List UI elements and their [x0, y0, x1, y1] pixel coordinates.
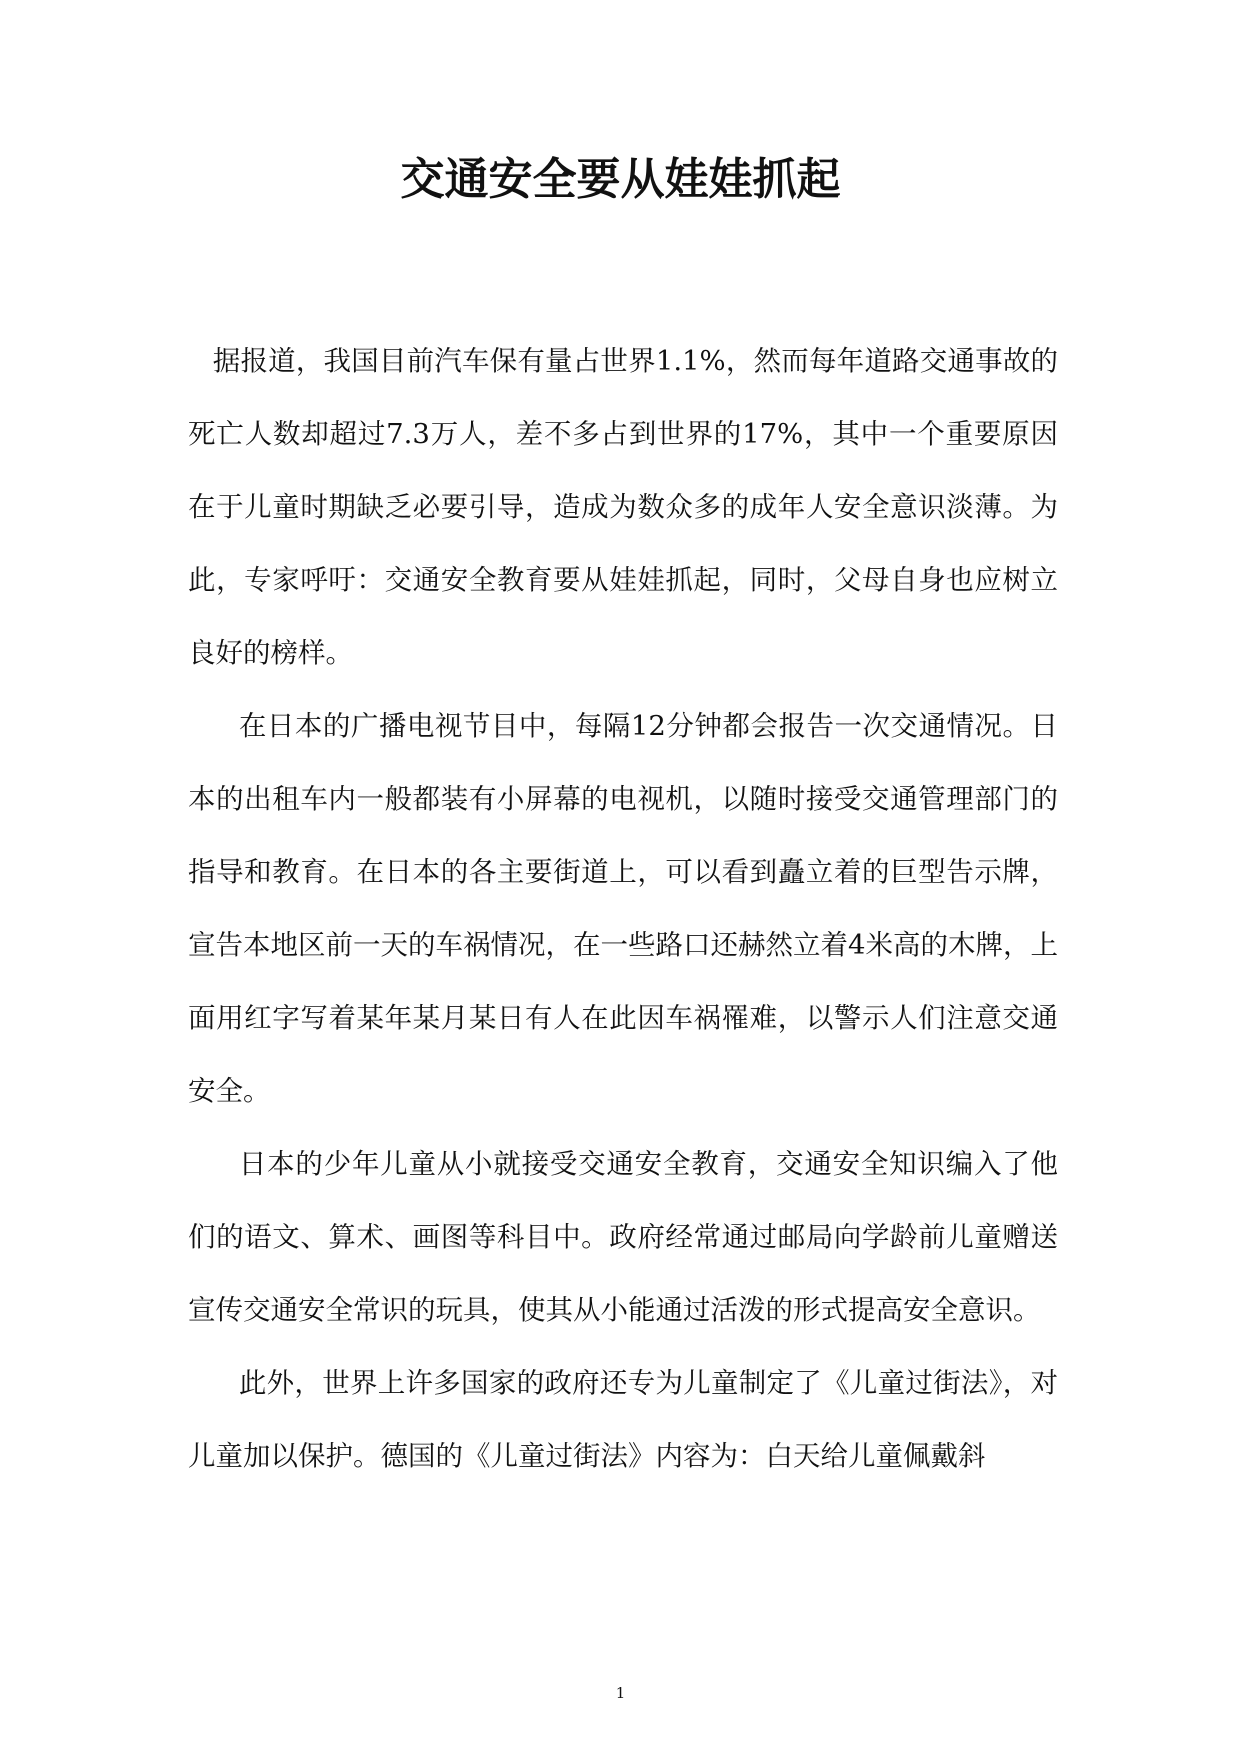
- document-title: 交通安全要从娃娃抓起: [400, 154, 841, 205]
- document-body: [188, 325, 1058, 1493]
- paragraph-3: 日本的少年儿童从小就接受交通安全教育，交通安全知识编入了他们的语文、算术、画图等科目中。政府经常通过邮局向学龄前儿童赠送宣传交通安全常识的玩具，使其从小能通过活泼的形式提高安全意识。: [188, 1148, 1058, 1326]
- page-number: 1: [615, 1684, 626, 1702]
- paragraph-4: 此外，世界上许多国家的政府还专为儿童制定了《儿童过街法》，对儿童加以保护。德国的《儿童过街法》内容为：白天给儿童佩戴斜: [188, 1367, 1058, 1472]
- paragraph-1: 据报道，我国目前汽车保有量占世界1.1%，然而每年道路交通事故的死亡人数却超过7.3万人，差不多占到世界的17%，其中一个重要原因在于儿童时期缺乏必要引导，造成为数众多的成年人安全意识淡薄。为此，专家呼吁：交通安全教育要从娃娃抓起，同时，父母自身也应树立良好的榜样。: [188, 345, 1058, 669]
- paragraph-2: 在日本的广播电视节目中，每隔12分钟都会报告一次交通情况。日本的出租车内一般都装有小屏幕的电视机，以随时接受交通管理部门的指导和教育。在日本的各主要街道上，可以看到矗立着的巨型告示牌，宣告本地区前一天的车祸情况，在一些路口还赫然立着4米高的木牌，上面用红字写着某年某月某日有人在此因车祸罹难，以警示人们注意交通安全。: [188, 710, 1058, 1107]
